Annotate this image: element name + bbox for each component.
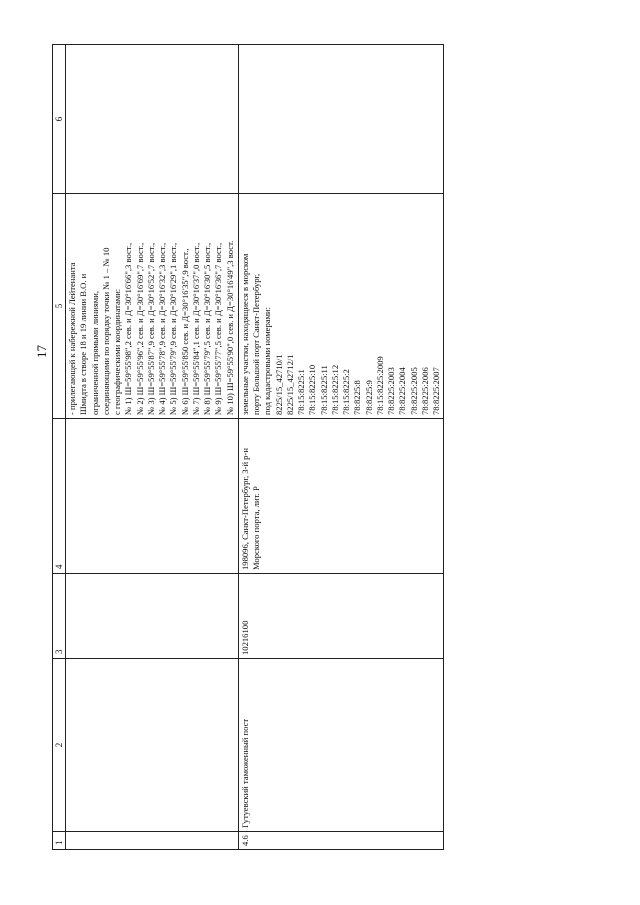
rotated-table-wrapper bbox=[52, 45, 441, 850]
text-line: Шмидта в створе 18 и 19 линии В.О. и bbox=[78, 273, 89, 415]
text-line: земельные участки, находящиеся в морском bbox=[239, 253, 250, 415]
text-line: 8225/15_42712/1 bbox=[284, 354, 295, 415]
text-line: 78:8225:8 bbox=[352, 380, 363, 415]
text-line: 8225/15_42710/1 bbox=[273, 354, 284, 415]
text-line: № 1) Ш=59°55'98",2 сев. и Д=30°16'66",3 вост., bbox=[123, 242, 134, 415]
cell-address: 198096, Санкт-Петербург, 3-й р-н Морского порта, лит. Р bbox=[238, 419, 444, 574]
text-line: № 3) Ш=59°55'87",9 сев. и Д=30°16'52",7 вост., bbox=[145, 242, 156, 415]
text-line: 78:15:8225:12 bbox=[329, 364, 340, 415]
cell-code: 10216100 bbox=[238, 574, 444, 659]
table-row bbox=[66, 45, 239, 850]
cell-territory bbox=[66, 194, 239, 419]
table-row bbox=[238, 45, 444, 850]
text-line: 78:15:8225:11 bbox=[318, 365, 329, 415]
header-row bbox=[53, 45, 66, 850]
text-line: № 5) Ш=59°55'79",9 сев. и Д=30°16'29",1 вост., bbox=[168, 242, 179, 415]
text-line: 78:8225:2007 bbox=[431, 367, 441, 415]
cell-note bbox=[238, 45, 444, 194]
text-line: № 4) Ш=59°55'78",9 сев. и Д=30°16'32",3 вост., bbox=[157, 242, 167, 415]
cell-num: 4.6 bbox=[238, 832, 444, 850]
text-line: порту Большой порт Санкт-Петербург, bbox=[251, 273, 261, 415]
text-line: 78:15:8225:2009 bbox=[374, 356, 385, 415]
customs-posts-table bbox=[52, 44, 444, 850]
cell-name bbox=[66, 659, 239, 832]
text-line: № 9) Ш=59°55'77",5 сев. и Д=30°16'36",7 вост., bbox=[213, 242, 224, 415]
text-line: 78:15:8225:2 bbox=[341, 369, 351, 415]
header-col-5: 5 bbox=[53, 194, 66, 419]
text-line: 78:8225:9 bbox=[363, 380, 374, 415]
text-line: № 2) Ш=59°55'96",2 сев. и Д=30°16'69",7 вост., bbox=[134, 242, 145, 415]
text-line: 78:8225:2003 bbox=[386, 367, 396, 415]
text-line: № 10) Ш=59°55'90",0 сев. и Д=30°16'49",3 вост. bbox=[224, 240, 235, 415]
cell-address bbox=[66, 419, 239, 574]
text-line: под кадастровыми номерами: bbox=[262, 306, 273, 415]
text-line: № 6) Ш=59°55'850 сев. и Д=30°16'35",9 вост., bbox=[179, 248, 190, 415]
text-line: 78:8225:2005 bbox=[408, 367, 419, 415]
text-line: с географическими координатами: bbox=[112, 288, 122, 415]
text-line: - прилегающей к набережной Лейтенанта bbox=[67, 262, 77, 415]
text-line: соединяющими по порядку точки № 1 – № 10 bbox=[100, 247, 111, 415]
text-line: 78:8225:2006 bbox=[419, 367, 430, 415]
cell-code bbox=[66, 574, 239, 659]
header-col-3: 3 bbox=[53, 574, 66, 659]
text-line: № 8) Ш=59°55'79",5 сев. и Д=30°16'30",5 вост., bbox=[202, 242, 212, 415]
cell-name: Гутуевский таможенный пост bbox=[238, 659, 444, 832]
text-line: 78:15:8225:10 bbox=[307, 364, 318, 415]
text-line: 78:15:8225:1 bbox=[296, 369, 306, 415]
header-col-2: 2 bbox=[53, 659, 66, 832]
cell-note bbox=[66, 45, 239, 194]
page-number: 17 bbox=[34, 345, 49, 358]
header-col-4: 4 bbox=[53, 419, 66, 574]
header-col-6: 6 bbox=[53, 45, 66, 194]
text-line: ограниченной прямыми линиями, bbox=[89, 291, 100, 415]
text-line: 78:8225:2004 bbox=[397, 367, 408, 415]
text-line: № 7) Ш=59°55'84",1 сев. и Д=30°16'37",0 вост., bbox=[190, 242, 201, 415]
cell-num bbox=[66, 832, 239, 850]
header-col-1: 1 bbox=[53, 832, 66, 850]
cell-territory bbox=[238, 194, 444, 419]
